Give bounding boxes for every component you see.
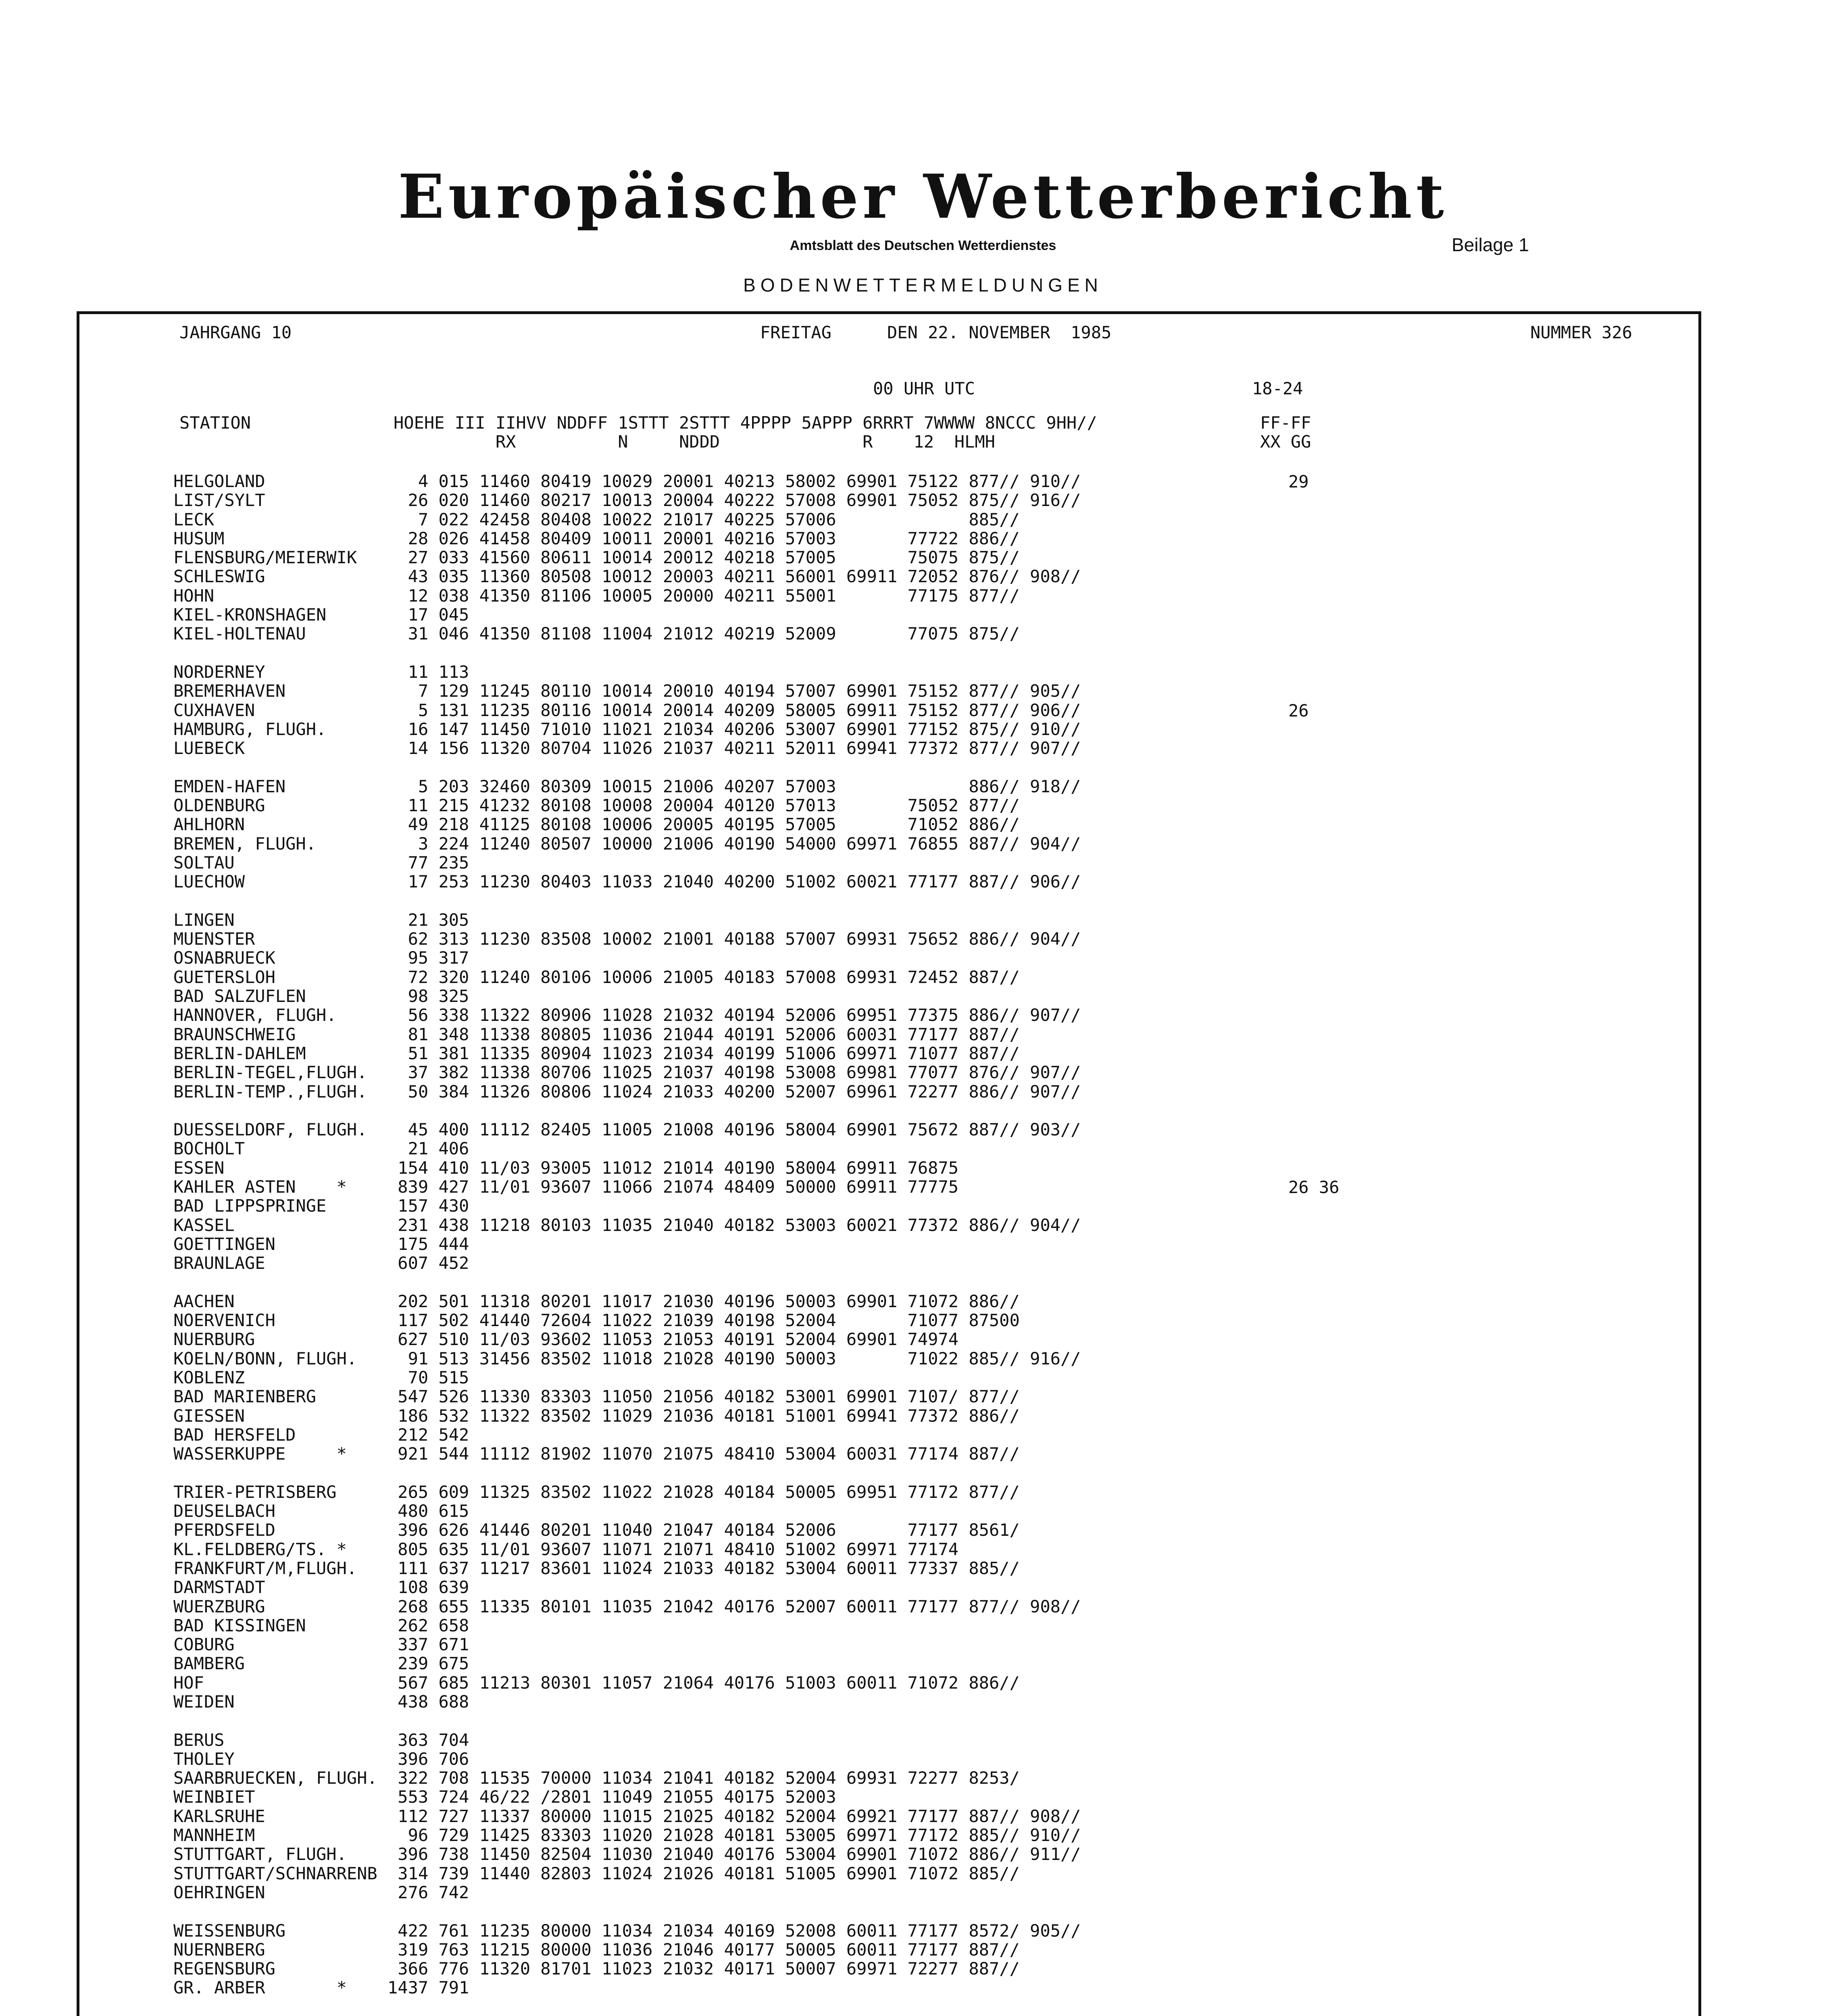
- station-row: WASSERKUPPE * 921 544 11112 81902 11070 21075 48410 53004 60031 77174 887//: [173, 1444, 1020, 1464]
- station-row: REGENSBURG 366 776 11320 81701 11023 21032 40171 50007 69971 72277 887//: [173, 1959, 1020, 1979]
- station-row: BAD HERSFELD 212 542: [173, 1425, 469, 1445]
- station-row: KARLSRUHE 112 727 11337 80000 11015 21025 40182 52004 69921 77177 887// 908//: [173, 1806, 1081, 1826]
- station-row: FLENSBURG/MEIERWIK 27 033 41560 80611 10014 20012 40218 57005 75075 875//: [173, 548, 1020, 568]
- station-row: MUENSTER 62 313 11230 83508 10002 21001 40188 57007 69931 75652 886// 904//: [173, 929, 1081, 949]
- station-row: BERLIN-DAHLEM 51 381 11335 80904 11023 21034 40199 51006 69971 71077 887//: [173, 1043, 1020, 1063]
- station-row: GUETERSLOH 72 320 11240 80106 10006 21005 40183 57008 69931 72452 887//: [173, 967, 1020, 987]
- station-row: LIST/SYLT 26 020 11460 80217 10013 20004 40222 57008 69901 75052 875// 916//: [173, 490, 1081, 510]
- station-row: NUERBURG 627 510 11/03 93602 11053 21053 40191 52004 69901 74974: [173, 1329, 959, 1350]
- section-title: BODENWETTERMELDUNGEN: [743, 275, 1103, 296]
- station-row: DUESSELDORF, FLUGH. 45 400 11112 82405 11005 21008 40196 58004 69901 75672 887// 903//: [173, 1120, 1081, 1140]
- station-row: GR. ARBER * 1437 791: [173, 1978, 469, 1998]
- ff-header-1: FF-FF: [1260, 413, 1311, 433]
- station-row: CUXHAVEN 5 131 11235 80116 10014 20014 40209 58005 69911 75152 877// 906//: [173, 700, 1081, 720]
- station-row: HUSUM 28 026 41458 80409 10011 20001 40216 57003 77722 886//: [173, 528, 1020, 548]
- group-gap: [173, 891, 1081, 910]
- ff-value: 29: [1288, 472, 1309, 492]
- station-row: OEHRINGEN 276 742: [173, 1882, 469, 1902]
- group-gap: [173, 1711, 1081, 1730]
- station-row: LUEBECK 14 156 11320 80704 11026 21037 40211 52011 69941 77372 877// 907//: [173, 738, 1081, 758]
- station-row: BERUS 363 704: [173, 1730, 469, 1750]
- subtitle: Amtsblatt des Deutschen Wetterdienstes: [790, 238, 1056, 253]
- station-row: WEISSENBURG 422 761 11235 80000 11034 21034 40169 52008 60011 77177 8572/ 905//: [173, 1920, 1081, 1941]
- station-row: DARMSTADT 108 639: [173, 1577, 469, 1597]
- group-gap: [173, 758, 1081, 777]
- station-row: MANNHEIM 96 729 11425 83303 11020 21028 40181 53005 69971 77172 885// 910//: [173, 1825, 1081, 1845]
- station-row: HELGOLAND 4 015 11460 80419 10029 20001 40213 58002 69901 75122 877// 910//: [173, 471, 1081, 491]
- station-row: BRAUNSCHWEIG 81 348 11338 80805 11036 21044 40191 52006 60031 77177 887//: [173, 1024, 1020, 1044]
- issue-number: NUMMER 326: [1530, 323, 1632, 342]
- station-row: BRAUNLAGE 607 452: [173, 1253, 469, 1273]
- station-row: BREMEN, FLUGH. 3 224 11240 80507 10000 21006 40190 54000 69971 76855 887// 904//: [173, 833, 1081, 854]
- group-gap: [173, 1272, 1081, 1291]
- station-row: KL.FELDBERG/TS. * 805 635 11/01 93607 11071 21071 48410 51002 69971 77174: [173, 1539, 959, 1559]
- station-row: BAD LIPPSPRINGE 157 430: [173, 1196, 469, 1216]
- station-row: THOLEY 396 706: [173, 1749, 469, 1769]
- station-row: HOF 567 685 11213 80301 11057 21064 40176 51003 60011 71072 886//: [173, 1672, 1020, 1693]
- station-row: GIESSEN 186 532 11322 83502 11029 21036 40181 51001 69941 77372 886//: [173, 1406, 1020, 1426]
- station-row: GOETTINGEN 175 444: [173, 1234, 469, 1254]
- station-row: KOBLENZ 70 515: [173, 1367, 469, 1387]
- station-row: KASSEL 231 438 11218 80103 11035 21040 40182 53003 60021 77372 886// 904//: [173, 1215, 1081, 1235]
- jahrgang: JAHRGANG 10: [179, 323, 292, 342]
- group-gap: [173, 644, 1081, 662]
- station-row: BAMBERG 239 675: [173, 1654, 469, 1674]
- group-gap: [173, 1463, 1081, 1482]
- ff-value: 26 36: [1288, 1177, 1340, 1198]
- station-row: HOHN 12 038 41350 81106 10005 20000 40211 55001 77175 877//: [173, 585, 1020, 606]
- station-row: OLDENBURG 11 215 41232 80108 10008 20004 40120 57013 75052 877//: [173, 796, 1020, 816]
- station-row: BAD SALZUFLEN 98 325: [173, 986, 469, 1006]
- station-row: NORDERNEY 11 113: [173, 662, 469, 682]
- station-row: SOLTAU 77 235: [173, 852, 469, 873]
- group-gap: [173, 1902, 1081, 1921]
- station-row: WEINBIET 553 724 46/22 /2801 11049 21055 40175 52003: [173, 1787, 836, 1807]
- observation-time: 00 UHR UTC: [873, 379, 975, 398]
- station-row: AACHEN 202 501 11318 80201 11017 21030 40196 50003 69901 71072 886//: [173, 1291, 1020, 1311]
- group-gap: [173, 1101, 1081, 1120]
- station-row: STUTTGART, FLUGH. 396 738 11450 82504 11030 21040 40176 53004 69901 71072 886// 911//: [173, 1844, 1081, 1864]
- supplement-label: Beilage 1: [1452, 234, 1529, 255]
- station-row: FRANKFURT/M,FLUGH. 111 637 11217 83601 11024 21033 40182 53004 60011 77337 885//: [173, 1558, 1020, 1578]
- station-row: LECK 7 022 42458 80408 10022 21017 40225 57006 885//: [173, 509, 1020, 529]
- station-row: EMDEN-HAFEN 5 203 32460 80309 10015 21006 40207 57003 886// 918//: [173, 776, 1081, 796]
- station-table: [173, 472, 1081, 2016]
- station-row: KAHLER ASTEN * 839 427 11/01 93607 11066 21074 48409 50000 69911 77775: [173, 1177, 959, 1197]
- station-row: WEIDEN 438 688: [173, 1692, 469, 1712]
- station-row: HANNOVER, FLUGH. 56 338 11322 80906 11028 21032 40194 52006 69951 77375 886// 907//: [173, 1005, 1081, 1025]
- station-row: BERLIN-TEGEL,FLUGH. 37 382 11338 80706 11025 21037 40198 53008 69981 77077 876// 907//: [173, 1062, 1081, 1083]
- station-row: COBURG 337 671: [173, 1635, 469, 1655]
- station-row: WUERZBURG 268 655 11335 80101 11035 21042 40176 52007 60011 77177 877// 908//: [173, 1596, 1081, 1616]
- report-date: DEN 22. NOVEMBER 1985: [887, 323, 1112, 342]
- station-row: STUTTGART/SCHNARRENB 314 739 11440 82803 11024 21026 40181 51005 69901 71072 885//: [173, 1863, 1020, 1883]
- station-row: TRIER-PETRISBERG 265 609 11325 83502 11022 21028 40184 50005 69951 77172 877//: [173, 1482, 1020, 1502]
- station-row: BREMERHAVEN 7 129 11245 80110 10014 20010 40194 57007 69901 75152 877// 905//: [173, 681, 1081, 701]
- station-row: KIEL-HOLTENAU 31 046 41350 81108 11004 21012 40219 52009 77075 875//: [173, 624, 1020, 644]
- station-row: SCHLESWIG 43 035 11360 80508 10012 20003 40211 56001 69911 72052 876// 908//: [173, 566, 1081, 587]
- station-row: NOERVENICH 117 502 41440 72604 11022 21039 40198 52004 71077 87500: [173, 1310, 1020, 1331]
- station-row: KOELN/BONN, FLUGH. 91 513 31456 83502 11018 21028 40190 50003 71022 885// 916//: [173, 1348, 1081, 1368]
- station-row: BERLIN-TEMP.,FLUGH. 50 384 11326 80806 11024 21033 40200 52007 69961 72277 886// 907//: [173, 1081, 1081, 1102]
- station-row: BAD MARIENBERG 547 526 11330 83303 11050 21056 40182 53001 69901 7107/ 877//: [173, 1387, 1020, 1407]
- ff-value: 26: [1288, 700, 1309, 721]
- weekday: FREITAG: [760, 323, 832, 342]
- column-header-line-1: STATION HOEHE III IIHVV NDDFF 1STTT 2STTT 4PPPP 5APPP 6RRRT 7WWWW 8NCCC 9HH//: [179, 413, 1097, 433]
- station-row: LINGEN 21 305: [173, 910, 469, 930]
- station-row: SAARBRUECKEN, FLUGH. 322 708 11535 70000 11034 21041 40182 52004 69931 72277 8253/: [173, 1768, 1020, 1788]
- ff-header-2: XX GG: [1260, 432, 1311, 452]
- station-row: NUERNBERG 319 763 11215 80000 11036 21046 40177 50005 60011 77177 887//: [173, 1939, 1020, 1960]
- station-row: BAD KISSINGEN 262 658: [173, 1615, 469, 1635]
- station-row: OSNABRUECK 95 317: [173, 948, 469, 968]
- group-gap: [173, 1997, 1081, 2016]
- column-header-line-2: RX N NDDD R 12 HLMH: [179, 432, 995, 452]
- station-row: BOCHOLT 21 406: [173, 1139, 469, 1159]
- station-row: HAMBURG, FLUGH. 16 147 11450 71010 11021 21034 40206 53007 69901 77152 875// 910//: [173, 719, 1081, 739]
- station-row: KIEL-KRONSHAGEN 17 045: [173, 605, 469, 625]
- station-row: ESSEN 154 410 11/03 93005 11012 21014 40190 58004 69911 76875: [173, 1158, 959, 1178]
- station-row: LUECHOW 17 253 11230 80403 11033 21040 40200 51002 60021 77177 887// 906//: [173, 872, 1081, 892]
- station-row: DEUSELBACH 480 615: [173, 1501, 469, 1521]
- station-row: AHLHORN 49 218 41125 80108 10006 20005 40195 57005 71052 886//: [173, 814, 1020, 835]
- station-row: PFERDSFELD 396 626 41446 80201 11040 21047 40184 52006 77177 8561/: [173, 1520, 1020, 1540]
- period-label: 18-24: [1252, 379, 1303, 398]
- page-title: Europäischer Wetterbericht: [398, 161, 1448, 232]
